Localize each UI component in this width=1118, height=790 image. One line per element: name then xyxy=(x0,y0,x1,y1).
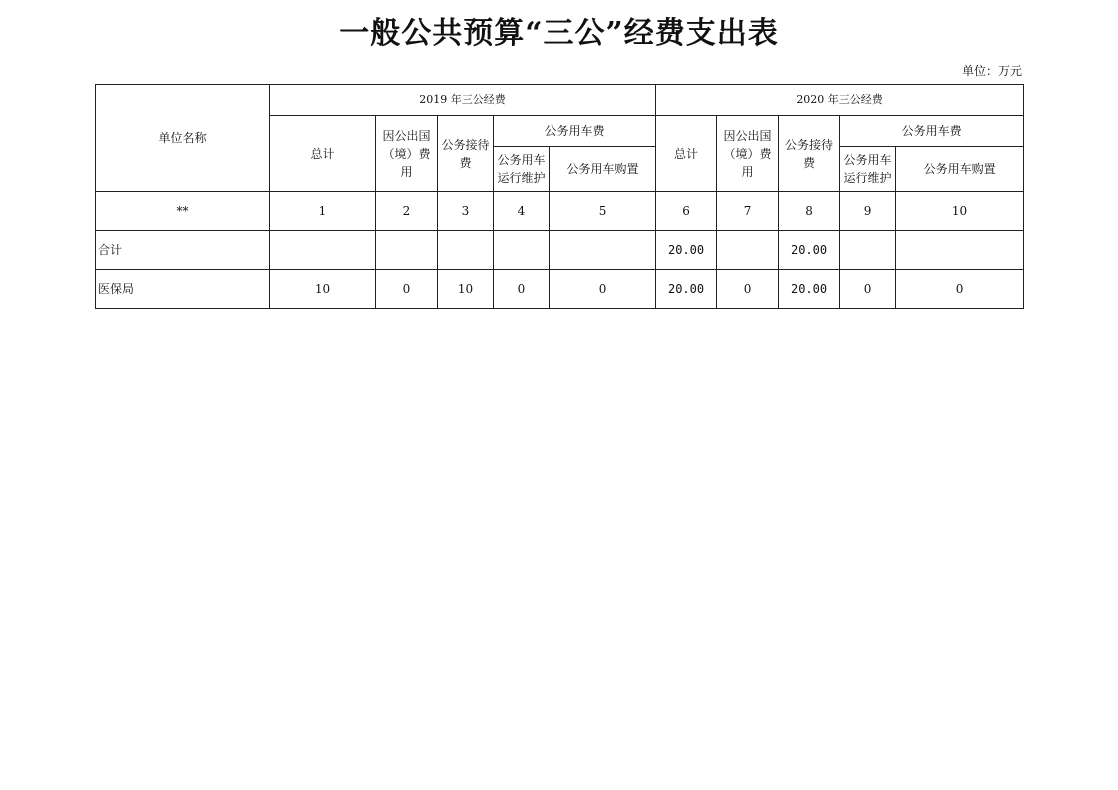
table-cell: 10 xyxy=(438,270,494,309)
table-cell: 20.00 xyxy=(779,231,840,270)
table-cell: 20.00 xyxy=(779,270,840,309)
page-title: 一般公共预算“三公”经费支出表 xyxy=(339,16,779,51)
header-2020: 2020 年三公经费 xyxy=(656,85,1024,116)
table-cell xyxy=(494,231,550,270)
header-2020-reception: 公务接待费 xyxy=(779,116,840,192)
table-cell xyxy=(438,231,494,270)
header-2020-vehicle-maint: 公务用车运行维护 xyxy=(840,147,896,192)
index-cell: 1 xyxy=(270,192,376,231)
header-2019-vehicle-maint: 公务用车运行维护 xyxy=(494,147,550,192)
table-cell: 0 xyxy=(717,270,779,309)
header-2019-total: 总计 xyxy=(270,116,376,192)
index-cell: 3 xyxy=(438,192,494,231)
table-cell: 20.00 xyxy=(656,231,717,270)
table-cell xyxy=(376,231,438,270)
header-2020-vehicle: 公务用车费 xyxy=(840,116,1024,147)
table-cell: 0 xyxy=(376,270,438,309)
row-unit-name: 医保局 xyxy=(96,270,270,309)
table-cell: 0 xyxy=(896,270,1024,309)
index-cell: 2 xyxy=(376,192,438,231)
table-cell: 20.00 xyxy=(656,270,717,309)
header-2019-vehicle: 公务用车费 xyxy=(494,116,656,147)
index-row xyxy=(96,192,1024,231)
index-cell: 6 xyxy=(656,192,717,231)
table-row xyxy=(96,270,1024,309)
index-cell: 9 xyxy=(840,192,896,231)
unit-label: 单位：万元 xyxy=(961,64,1022,78)
index-cell: 10 xyxy=(896,192,1024,231)
index-cell: ** xyxy=(96,192,270,231)
index-cell: 5 xyxy=(550,192,656,231)
three-public-expense-table xyxy=(95,84,1024,309)
header-2019: 2019 年三公经费 xyxy=(270,85,656,116)
header-2019-vehicle-purchase: 公务用车购置 xyxy=(550,147,656,192)
table-cell xyxy=(550,231,656,270)
table-cell xyxy=(270,231,376,270)
table-cell: 0 xyxy=(550,270,656,309)
header-2019-reception: 公务接待费 xyxy=(438,116,494,192)
header-unit-name: 单位名称 xyxy=(96,85,270,192)
row-unit-name: 合计 xyxy=(96,231,270,270)
header-2019-abroad: 因公出国（境）费用 xyxy=(376,116,438,192)
table-cell xyxy=(717,231,779,270)
index-cell: 4 xyxy=(494,192,550,231)
table-cell xyxy=(840,231,896,270)
table-cell xyxy=(896,231,1024,270)
header-2020-abroad: 因公出国（境）费用 xyxy=(717,116,779,192)
index-cell: 7 xyxy=(717,192,779,231)
index-cell: 8 xyxy=(779,192,840,231)
table-row xyxy=(96,231,1024,270)
header-2020-vehicle-purchase: 公务用车购置 xyxy=(896,147,1024,192)
header-2020-total: 总计 xyxy=(656,116,717,192)
table-cell: 10 xyxy=(270,270,376,309)
table-cell: 0 xyxy=(494,270,550,309)
table-cell: 0 xyxy=(840,270,896,309)
